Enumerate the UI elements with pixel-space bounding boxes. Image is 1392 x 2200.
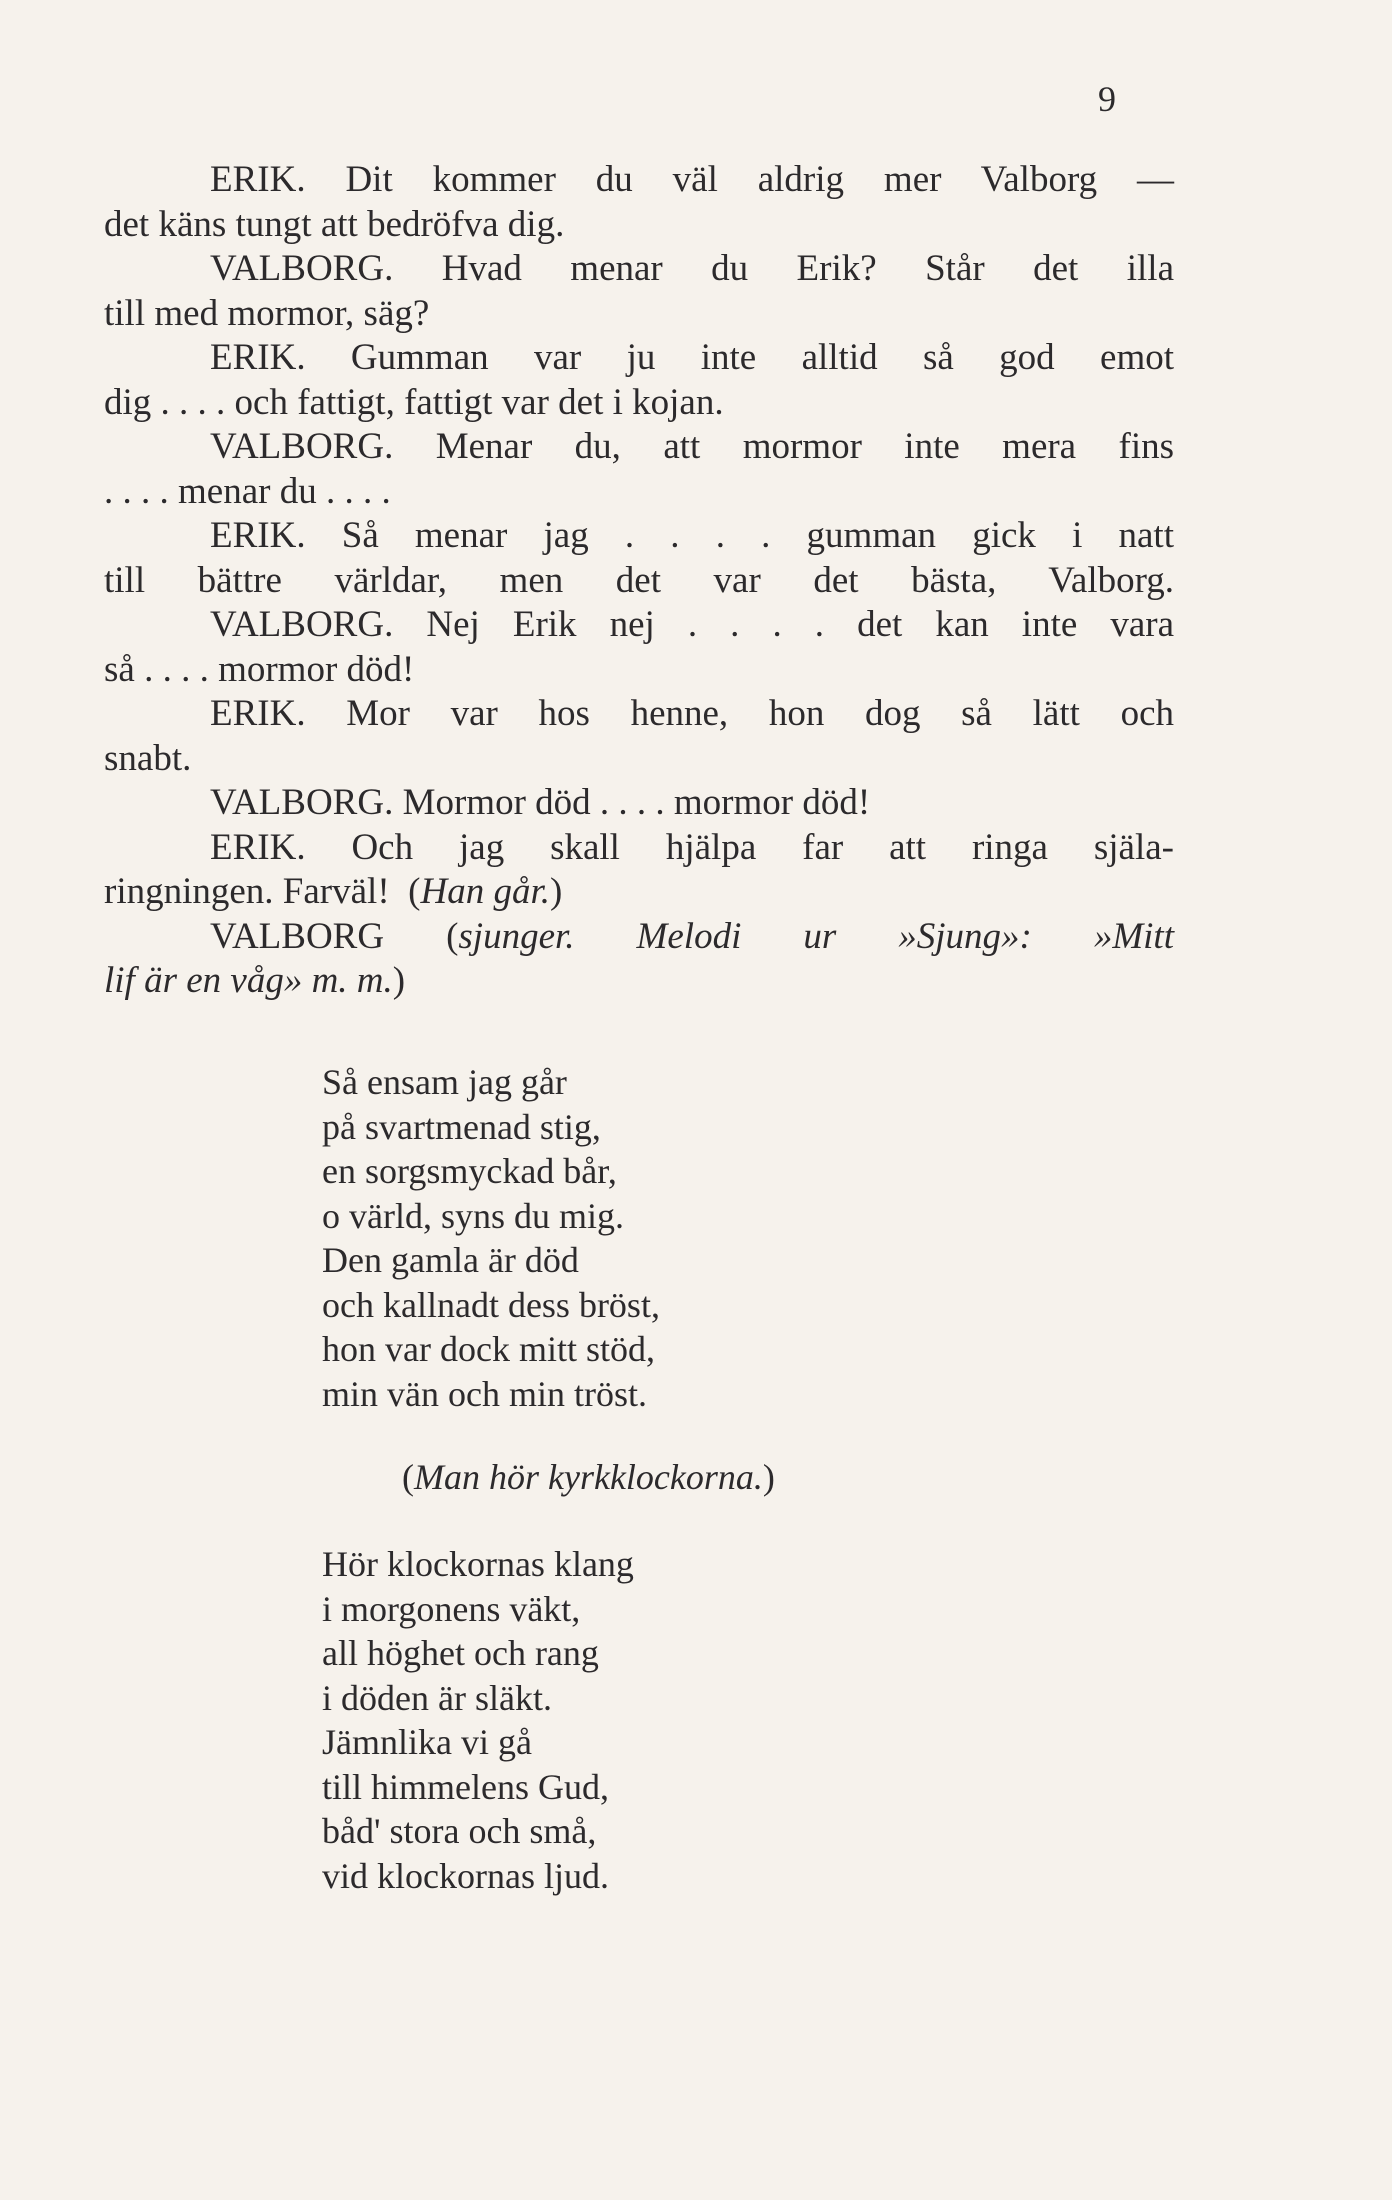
verse-line: båd' stora och små,: [322, 1811, 597, 1851]
dialogue-line: . . . . menar du . . . .: [104, 470, 391, 512]
dialogue-line: ERIK. Gumman var ju inte alltid så god emot: [210, 337, 1174, 378]
verse-line: i döden är släkt.: [322, 1677, 552, 1718]
dialogue-line: [104, 959, 1174, 1004]
dialogue-line: till med mormor, säg?: [104, 292, 430, 334]
dialogue-line: så . . . . mormor död!: [104, 648, 415, 690]
stage-direction-text: lif är en våg» m. m.: [104, 960, 393, 1001]
verse-line: min vän och min tröst.: [322, 1373, 647, 1414]
dialogue-line: VALBORG. Hvad menar du Erik? Står det illa: [210, 248, 1174, 289]
verse-line: o värld, syns du mig.: [322, 1195, 624, 1236]
verse-line: Jämnlika vi gå: [322, 1722, 532, 1762]
verse-line: Så ensam jag går: [322, 1062, 567, 1102]
speaker-name: VALBORG: [210, 915, 385, 957]
verse-line: Den gamla är död: [322, 1240, 579, 1280]
dialogue-line: ERIK. Så menar jag . . . . gumman gick i natt: [210, 515, 1174, 556]
verse-line: all höghet och rang: [322, 1633, 599, 1673]
verse-line: i morgonens väkt,: [322, 1588, 581, 1629]
verse-line: vid klockornas ljud.: [322, 1855, 609, 1896]
dialogue-line: ERIK. Mor var hos henne, hon dog så lätt och: [210, 693, 1174, 734]
page-number: 9: [1098, 79, 1116, 119]
dialogue-line: det käns tungt att bedröfva dig.: [104, 203, 565, 245]
stage-direction-inline: (sjunger. Melodi ur »Sjung»: »Mitt: [446, 915, 1174, 957]
dialogue-line: VALBORG. Menar du, att mormor inte mera fins: [210, 426, 1174, 467]
dialogue-text: ringningen. Farväl!: [104, 871, 390, 912]
dialogue-line: [104, 870, 1174, 915]
verse-line: en sorgsmyckad bår,: [322, 1151, 617, 1191]
dialogue-line: snabt.: [104, 737, 192, 779]
verse-line: och kallnadt dess bröst,: [322, 1284, 660, 1325]
dialogue-line: ERIK. Dit kommer du väl aldrig mer Valborg —: [210, 159, 1174, 200]
dialogue-line: ERIK. Och jag skall hjälpa far att ringa själa-: [210, 826, 1174, 868]
dialogue-block: [104, 158, 1174, 1004]
stage-direction-text: Man hör kyrkklockorna.: [414, 1457, 763, 1497]
verse-line: till himmelens Gud,: [322, 1766, 609, 1807]
dialogue-line: VALBORG. Mormor död . . . . mormor död!: [210, 782, 871, 823]
stage-direction: (Man hör kyrkklockorna.): [402, 1457, 775, 1497]
verse-line: hon var dock mitt stöd,: [322, 1329, 655, 1369]
stage-direction-text: sjunger. Melodi ur »Sjung»: »Mitt: [458, 915, 1174, 957]
verse-line: på svartmenad stig,: [322, 1106, 601, 1147]
dialogue-line: VALBORG. Nej Erik nej . . . . det kan inte vara: [210, 604, 1174, 645]
dialogue-line: dig . . . . och fattigt, fattigt var det i kojan.: [104, 381, 724, 423]
closing-paren: ): [392, 960, 406, 1001]
song-verse-1: [322, 1060, 660, 1416]
verse-line: Hör klockornas klang: [322, 1544, 634, 1584]
stage-direction-inline: (Han går.): [398, 871, 563, 912]
song-verse-2: [322, 1542, 634, 1898]
dialogue-line: [104, 915, 1174, 960]
dialogue-line: till bättre världar, men det var det bästa, Valborg.: [104, 559, 1174, 601]
stage-direction-text: Han går.: [420, 871, 551, 912]
